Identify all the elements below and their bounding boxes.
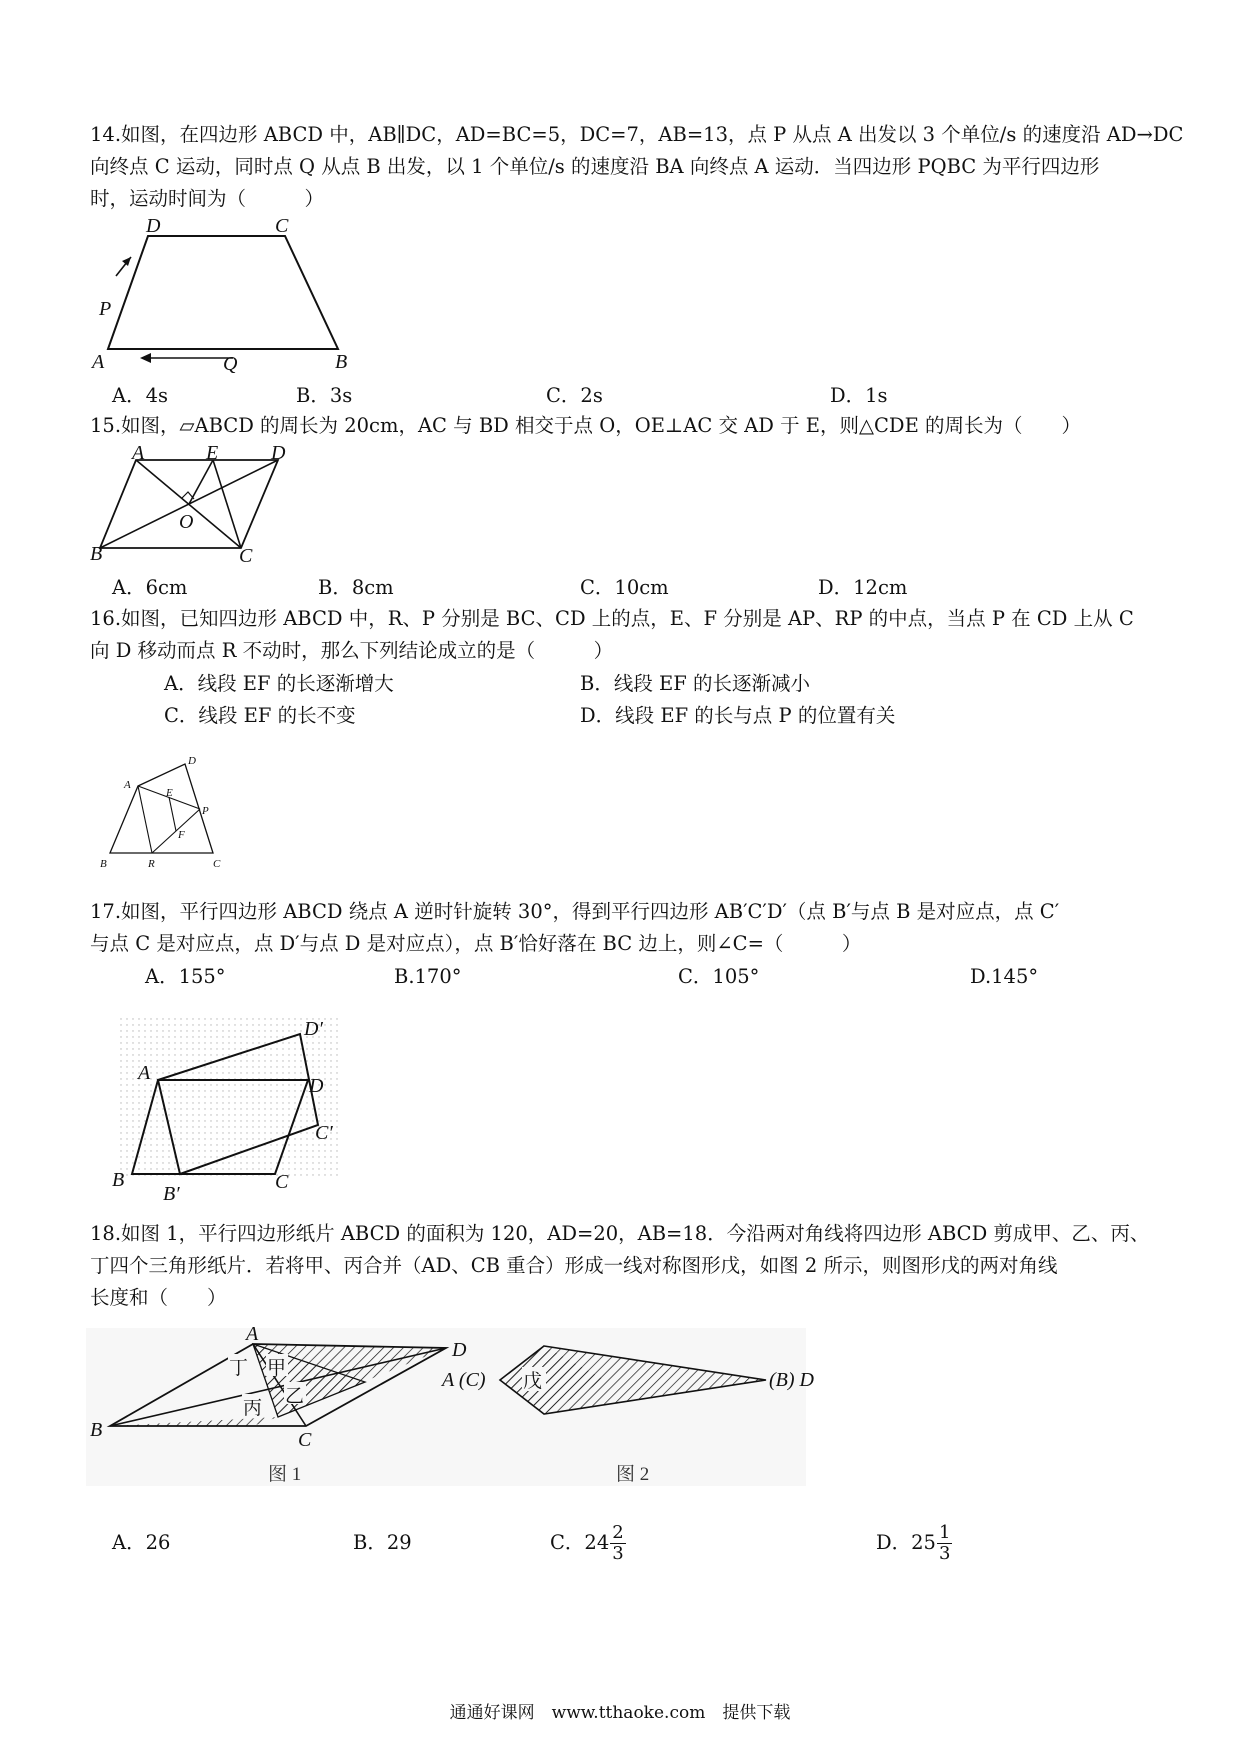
q17-option-c[interactable]: C．105° — [678, 965, 760, 988]
q15-label-O: O — [179, 511, 194, 533]
q17-rotation-figure — [108, 1012, 344, 1205]
q14-text-line2: 向终点 C 运动，同时点 Q 从点 B 出发，以 1 个单位/s 的速度沿 BA 向终点 A 运动．当四边形 PQBC 为平行四边形 — [90, 155, 1100, 178]
q17-label-A: A — [138, 1062, 151, 1084]
q16-label-B: B — [100, 858, 107, 870]
q18-fig1-label-ding: 丁 — [229, 1358, 249, 1379]
q14-option-c[interactable]: C．2s — [546, 384, 603, 407]
q17-text-line2: 与点 C 是对应点，点 D′与点 D 是对应点），点 B′恰好落在 BC 边上，则∠C=（ ） — [90, 932, 862, 955]
q14-label-A: A — [92, 351, 105, 373]
q16-option-a[interactable]: A．线段 EF 的长逐渐增大 — [164, 672, 394, 695]
q14-option-d[interactable]: D．1s — [830, 384, 888, 407]
q14-option-a[interactable]: A．4s — [112, 384, 168, 407]
q18-option-d-prefix: D．25 — [876, 1531, 936, 1554]
q18-option-d-denominator: 3 — [938, 1543, 951, 1564]
q14-text-line1: 14.如图，在四边形 ABCD 中，AB∥DC，AD=BC=5，DC=7，AB=13，点 P 从点 A 出发以 3 个单位/s 的速度沿 AD→DC — [90, 123, 1184, 146]
q18-option-c[interactable] — [550, 1518, 626, 1568]
q18-fig2-label-right: (B) D — [769, 1369, 814, 1391]
q15-text-line1: 15.如图，▱ABCD 的周长为 20cm，AC 与 BD 相交于点 O，OE⊥AC 交 AD 于 E，则△CDE 的周长为（ ） — [90, 414, 1081, 437]
q16-option-d[interactable]: D．线段 EF 的长与点 P 的位置有关 — [580, 704, 896, 727]
q16-option-c[interactable]: C．线段 EF 的长不变 — [164, 704, 356, 727]
q14-trapezoid-figure — [88, 215, 358, 380]
q14-option-b[interactable]: B．3s — [296, 384, 353, 407]
q16-option-b[interactable]: B．线段 EF 的长逐渐减小 — [580, 672, 810, 695]
q16-label-P: P — [202, 805, 209, 817]
q17-label-B: B — [112, 1169, 125, 1191]
q18-fig2-label-wu: 戊 — [523, 1371, 543, 1392]
q15-label-E: E — [206, 442, 219, 464]
q14-label-D: D — [146, 215, 161, 237]
q17-label-D: D — [309, 1075, 324, 1097]
q17-option-b[interactable]: B.170° — [394, 965, 462, 988]
q17-label-D1: D′ — [304, 1018, 323, 1040]
q16-label-A: A — [124, 779, 131, 791]
q16-label-E: E — [166, 787, 173, 799]
q15-option-b[interactable]: B．8cm — [318, 576, 394, 599]
q15-parallelogram-figure — [88, 442, 288, 567]
q15-option-a[interactable]: A．6cm — [112, 576, 188, 599]
q18-option-c-denominator: 3 — [612, 1543, 624, 1564]
q17-label-C1: C′ — [315, 1122, 333, 1144]
q18-fig1-label-yi: 乙 — [285, 1386, 305, 1407]
q15-label-C: C — [239, 545, 253, 567]
q18-fig1-caption: 图 1 — [268, 1464, 302, 1485]
q18-option-c-numerator: 2 — [612, 1522, 624, 1543]
page-footer: 通通好课网 www.tthaoke.com 提供下载 — [449, 1703, 791, 1723]
q18-fig1-label-jia: 甲 — [267, 1358, 287, 1379]
q14-text-line3: 时，运动时间为（ ） — [90, 187, 325, 210]
q14-label-Q: Q — [223, 353, 238, 375]
q15-label-A: A — [132, 442, 145, 464]
q15-label-B: B — [90, 543, 103, 565]
q14-label-P: P — [99, 298, 112, 320]
q16-quadrilateral-figure — [96, 746, 236, 870]
q17-label-C: C — [275, 1171, 289, 1193]
q17-label-B1: B′ — [163, 1183, 180, 1205]
q18-fig2-label-left: A (C) — [442, 1369, 486, 1391]
q18-option-d-fraction — [937, 1523, 952, 1564]
q18-option-d-numerator: 1 — [938, 1522, 951, 1543]
q18-fig1-label-A: A — [246, 1323, 259, 1345]
q16-label-F: F — [178, 829, 185, 841]
q18-option-c-fraction — [610, 1523, 625, 1564]
q17-option-d[interactable]: D.145° — [970, 965, 1039, 988]
q16-label-D: D — [188, 755, 196, 767]
q15-option-d[interactable]: D．12cm — [818, 576, 908, 599]
q18-text-line2: 丁四个三角形纸片．若将甲、丙合并（AD、CB 重合）形成一线对称图形戊，如图 2 所示，则图形戊的两对角线 — [90, 1254, 1058, 1277]
q16-label-R: R — [148, 858, 155, 870]
q17-text-line1: 17.如图，平行四边形 ABCD 绕点 A 逆时针旋转 30°，得到平行四边形 AB′C′D′（点 B′与点 B 是对应点，点 C′ — [90, 900, 1060, 923]
q18-text-line3: 长度和（ ） — [90, 1286, 227, 1309]
q16-text-line2: 向 D 移动而点 R 不动时，那么下列结论成立的是（ ） — [90, 639, 614, 662]
q15-label-D: D — [271, 442, 286, 464]
q18-option-c-prefix: C．24 — [550, 1531, 610, 1554]
q18-figures — [86, 1318, 814, 1486]
q17-option-a[interactable]: A．155° — [145, 965, 226, 988]
q18-text-line1: 18.如图 1，平行四边形纸片 ABCD 的面积为 120，AD=20，AB=18．今沿两对角线将四边形 ABCD 剪成甲、乙、丙、 — [90, 1222, 1150, 1245]
q16-text-line1: 16.如图，已知四边形 ABCD 中，R、P 分别是 BC、CD 上的点，E、F 分别是 AP、RP 的中点，当点 P 在 CD 上从 C — [90, 607, 1134, 630]
q16-label-C: C — [213, 858, 221, 870]
q18-fig1-label-B: B — [90, 1419, 103, 1441]
q15-option-c[interactable]: C．10cm — [580, 576, 669, 599]
q18-option-b[interactable]: B．29 — [353, 1531, 412, 1554]
q14-label-B: B — [335, 351, 348, 373]
q18-fig1-label-C: C — [298, 1429, 312, 1451]
q18-fig1-label-D: D — [452, 1339, 467, 1361]
q18-fig1-label-bing: 丙 — [243, 1398, 263, 1419]
q18-fig2-caption: 图 2 — [616, 1464, 650, 1485]
q14-label-C: C — [275, 215, 289, 237]
q18-option-a[interactable]: A．26 — [112, 1531, 171, 1554]
q18-option-d[interactable] — [876, 1518, 952, 1568]
